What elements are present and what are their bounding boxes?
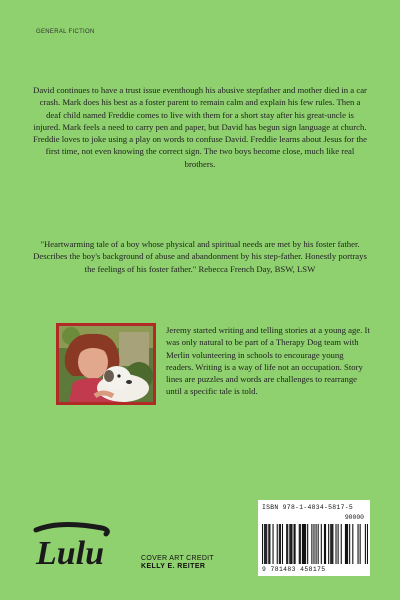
cover-art-credit [141, 555, 214, 570]
review-quote: "Heartwarming tale of a boy whose physical and spiritual needs are met by his foster father. Describes the boy's background of abuse and abandonment by his step-father. Honestly portrays the feelings of his foster father." Rebecca French Day, BSW, LSW [33, 239, 367, 274]
isbn-barcode [258, 500, 370, 576]
lulu-logo [30, 518, 112, 578]
cover-credit-label: COVER ART CREDIT [141, 555, 214, 562]
cover-credit-name: KELLY E. REITER [141, 563, 206, 570]
isbn-text: ISBN 978-1-4834-5817-5 [262, 504, 353, 511]
barcode-bars [262, 524, 368, 566]
author-photo [56, 323, 156, 405]
author-with-dog-image [59, 326, 153, 402]
price-code: 90000 [344, 514, 364, 521]
genre-label: GENERAL FICTION [36, 29, 95, 35]
svg-text:Lulu: Lulu [36, 535, 105, 572]
synopsis-text: David continues to have a trust issue eventhough his abusive stepfather and mother died in a car crash. Mark does his best as a foster parent to remain calm and explain his few rules. Then a deaf child named Freddie comes to live with them for a short stay after his great-uncle is injured. Mark feels a need to carry pen and paper, but David has begun sign language at church. Freddie loves to joke using a play on words to confuse David. Freddie learns about Jesus for the first time, not even knowing the correct sign. The two boys become close, much like real brothers. [33, 85, 367, 169]
barcode-digits: 9 781483 458175 [262, 566, 326, 573]
author-bio: Jeremy started writing and telling stories at a young age. It was only natural to be part of a Therapy Dog team with Merlin volunteering in schools to encourage young readers. Writing is a way of life not an occupation. Story lines are puzzles and words are challenges to rearrange until a specific tale is told. [166, 325, 370, 397]
